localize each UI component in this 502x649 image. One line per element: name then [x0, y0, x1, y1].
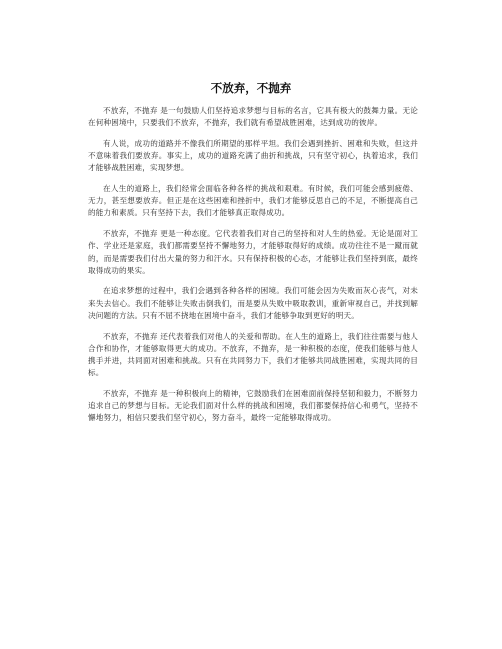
document-body [88, 105, 418, 433]
paragraph: 在追求梦想的过程中，我们会遇到各种各样的困境。我们可能会因为失败而灰心丧气，对未来失去信心。我们不能够让失败击倒我们，而是要从失败中吸取教训，重新审视自己，并找到解决问题的方法。只有不屈不挠地在困境中奋斗，我们才能够争取到更好的明天。 [88, 286, 418, 320]
paragraph: 不放弃，不抛弃 是一种积极向上的精神，它鼓励我们在困难面前保持坚韧和毅力，不断努力追求自己的梦想与目标。无论我们面对什么样的挑战和困境，我们都要保持信心和勇气，坚持不懈地努力，相信只要我们坚守初心，努力奋斗，最终一定能够取得成功。 [88, 388, 418, 423]
paragraph: 在人生的道路上，我们经常会面临各种各样的挑战和艰难。有时候，我们可能会感到疲倦、无力，甚至想要放弃。但正是在这些困难和挫折中，我们才能够反思自己的不足，不断提高自己的能力和素质。只有坚持下去，我们才能够真正取得成功。 [88, 184, 418, 218]
paragraph: 不放弃，不抛弃 是一句鼓励人们坚持追求梦想与目标的名言，它具有极大的鼓舞力量。无论在何种困境中，只要我们不放弃，不抛弃，我们就有希望战胜困难，达到成功的彼岸。 [88, 106, 418, 128]
document-title: 不放弃，不抛弃 [210, 81, 292, 95]
paragraph: 不放弃，不抛弃 还代表着我们对他人的关爱和帮助。在人生的道路上，我们往往需要与他人合作和协作，才能够取得更大的成功。不放弃，不抛弃，是一种积极的态度，使我们能够与他人携手并进，共同面对困难和挑战。只有在共同努力下，我们才能够共同战胜困难，实现共同的目标。 [88, 331, 418, 378]
paragraph: 不放弃，不抛弃 更是一种态度。它代表着我们对自己的坚持和对人生的热爱。无论是面对工作、学业还是家庭，我们都需要坚持不懈地努力，才能够取得好的成绩。成功往往不是一蹴而就的，而是需要我们付出大量的努力和汗水。只有保持积极的心态，才能够让我们坚持到底，最终取得成功的果实。 [88, 229, 418, 275]
paragraph: 有人说，成功的道路并不像我们所期望的那样平坦。我们会遇到挫折、困难和失败，但这并不意味着我们要放弃。事实上，成功的道路充满了曲折和挑战，只有坚守初心，执着追求，我们才能够战胜困难，实现梦想。 [88, 138, 418, 173]
